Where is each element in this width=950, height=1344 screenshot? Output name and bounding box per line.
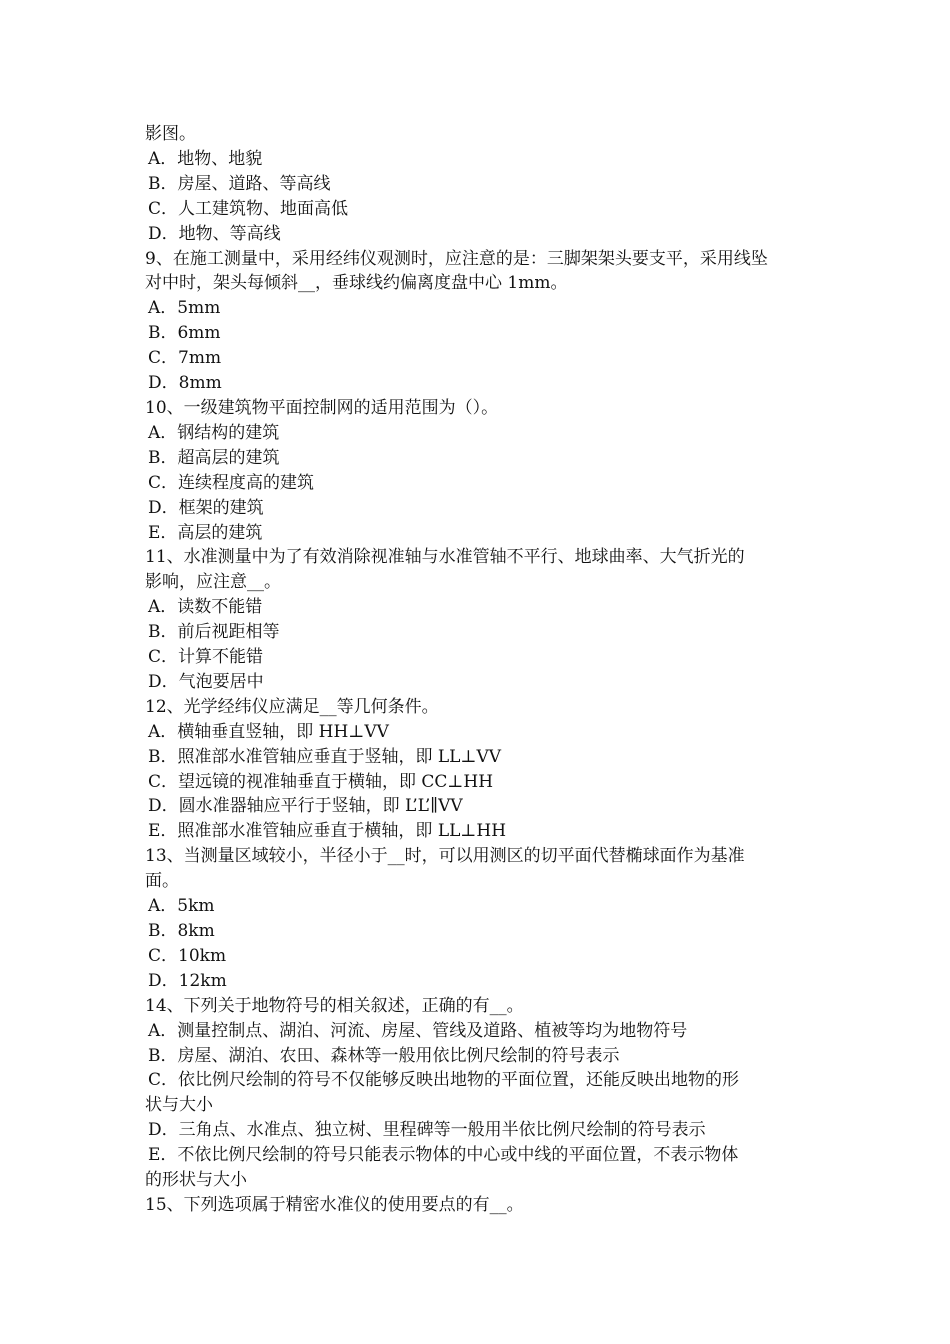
question-text: 12、光学经纬仪应满足__等几何条件。 [145, 696, 439, 717]
answer-option: C．依比例尺绘制的符号不仅能够反映出地物的平面位置，还能反映出地物的形 [148, 1070, 740, 1091]
text-line: 影图。 [145, 124, 196, 144]
question-text: 15、下列选项属于精密水准仪的使用要点的有__。 [145, 1194, 524, 1215]
question-text: 13、当测量区域较小，半径小于__时，可以用测区的切平面代替椭球面作为基准 [145, 846, 745, 867]
question-text: 11、水准测量中为了有效消除视准轴与水准管轴不平行、地球曲率、大气折光的 [145, 547, 745, 568]
answer-option: B．6mm [148, 323, 221, 344]
answer-option: E．高层的建筑 [148, 522, 263, 543]
text-line: 状与大小 [145, 1095, 213, 1116]
answer-option: A．5mm [148, 298, 221, 319]
answer-option: C．连续程度高的建筑 [148, 472, 315, 493]
answer-option: B．照准部水准管轴应垂直于竖轴，即 LL⊥VV [148, 746, 502, 767]
answer-option: A．地物、地貌 [148, 148, 263, 169]
answer-option: D．框架的建筑 [148, 497, 264, 518]
question-text: 14、下列关于地物符号的相关叙述，正确的有__。 [145, 995, 524, 1016]
answer-option: A．横轴垂直竖轴，即 HH⊥VV [148, 721, 389, 742]
answer-option: B．8km [148, 921, 215, 941]
answer-option: B．房屋、湖泊、农田、森林等一般用依比例尺绘制的符号表示 [148, 1045, 620, 1066]
text-line: 影响，应注意__。 [145, 572, 281, 593]
answer-option: A．5km [148, 896, 215, 917]
answer-option: C．计算不能错 [148, 647, 264, 668]
answer-option: C．人工建筑物、地面高低 [148, 198, 349, 219]
text-line: 的形状与大小 [145, 1170, 247, 1191]
document-body [145, 122, 810, 1218]
answer-option: D．8mm [148, 373, 222, 394]
answer-option: A．钢结构的建筑 [148, 422, 280, 443]
text-line: 面。 [145, 871, 179, 892]
answer-option: E．不依比例尺绘制的符号只能表示物体的中心或中线的平面位置，不表示物体 [148, 1145, 739, 1166]
answer-option: D．地物、等高线 [148, 223, 281, 244]
answer-option: B．超高层的建筑 [148, 447, 280, 468]
answer-option: C．望远镜的视准轴垂直于横轴，即 CC⊥HH [148, 771, 494, 792]
answer-option: E．照准部水准管轴应垂直于横轴，即 LL⊥HH [148, 821, 507, 842]
answer-option: D．气泡要居中 [148, 671, 264, 692]
answer-option: C．10km [148, 945, 227, 966]
question-text: 9、在施工测量中，采用经纬仪观测时，应注意的是：三脚架架头要支平，采用线坠 [145, 248, 768, 269]
answer-option: A．读数不能错 [148, 597, 263, 618]
answer-option: B．前后视距相等 [148, 622, 280, 643]
answer-option: C．7mm [148, 348, 222, 369]
answer-option: B．房屋、道路、等高线 [148, 173, 331, 194]
answer-option: D．三角点、水准点、独立树、里程碑等一般用半依比例尺绘制的符号表示 [148, 1120, 706, 1141]
question-text: 10、一级建筑物平面控制网的适用范围为（）。 [145, 397, 499, 418]
answer-option: A．测量控制点、湖泊、河流、房屋、管线及道路、植被等均为地物符号 [148, 1020, 688, 1041]
text-line: 对中时，架头每倾斜__，垂球线约偏离度盘中心 1mm。 [145, 273, 568, 294]
answer-option: D．12km [148, 970, 227, 991]
answer-option: D．圆水准器轴应平行于竖轴，即 L’L’∥VV [148, 796, 463, 817]
